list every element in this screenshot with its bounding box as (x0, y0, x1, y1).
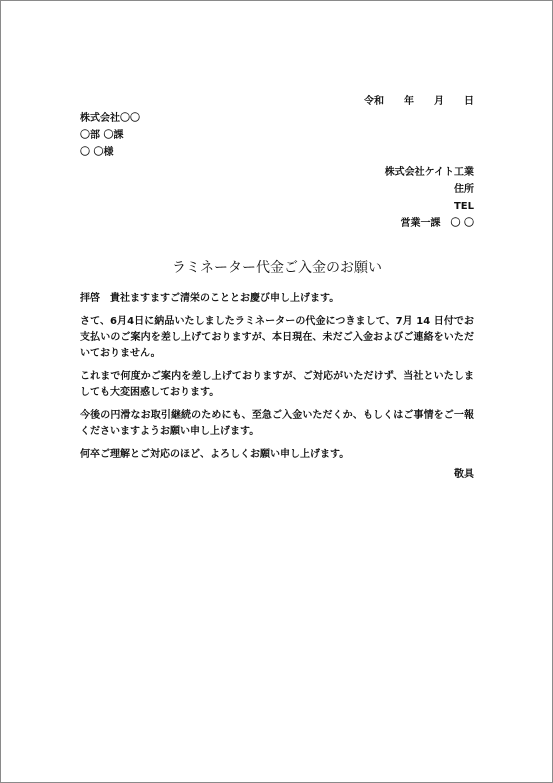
sender-company: 株式会社ケイト工業 (384, 167, 474, 178)
sender-block (80, 164, 474, 232)
letter-title: ラミネーター代金ご入金のお願い (172, 260, 382, 276)
sender-department-name: 営業一課 〇 〇 (400, 218, 474, 229)
letter-date: 令和 年 月 日 (364, 96, 474, 107)
recipient-name: 〇 〇様 (80, 147, 114, 158)
body-paragraph-1: さて、6月4日に納品いたしましたラミネーターの代金につきまして、7月 14 日付でお支払いのご案内を差し上げておりますが、本日現在、未だご入金およびご連絡をいただいておりません。 (80, 316, 474, 359)
letter-body (80, 291, 474, 482)
sender-tel-label: TEL (453, 201, 474, 212)
recipient-department: 〇部 〇課 (80, 130, 124, 141)
letter-content (80, 95, 474, 482)
closing-remark: 敬具 (454, 469, 474, 480)
recipient-company: 株式会社〇〇 (80, 113, 140, 124)
sender-address-label: 住所 (454, 184, 474, 195)
body-paragraph-4: 何卒ご理解とご対応のほど、よろしくお願い申し上げます。 (80, 449, 350, 460)
body-paragraph-3: 今後の円滑なお取引継続のためにも、至急ご入金いただくか、もしくはご事情をご一報くださいますようお願い申し上げます。 (80, 410, 474, 437)
body-paragraph-greeting: 拝啓 貴社ますますご清栄のこととお慶び申し上げます。 (80, 293, 340, 304)
body-paragraph-2: これまで何度かご案内を差し上げておりますが、ご対応がいただけず、当社といたしましても大変困惑しております。 (80, 371, 474, 398)
recipient-block (80, 110, 474, 161)
